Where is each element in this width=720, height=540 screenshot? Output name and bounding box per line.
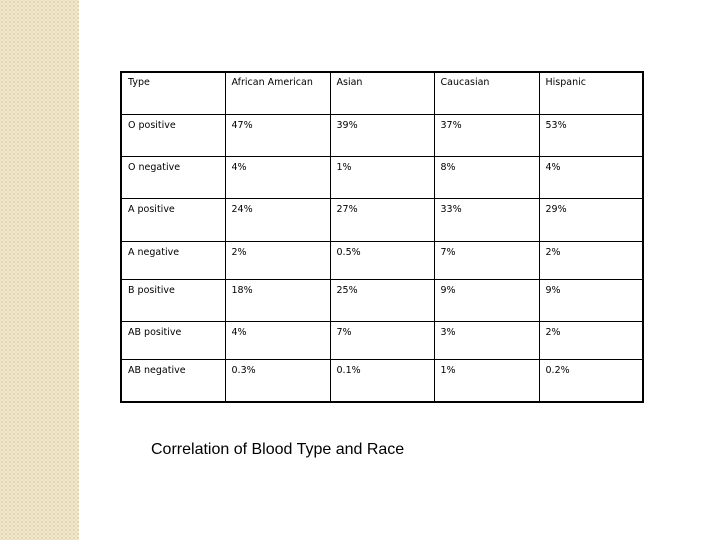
table-cell: 4% [225, 321, 330, 359]
table-cell: 53% [539, 115, 643, 157]
header-cell: Asian [330, 72, 434, 115]
table-cell: 47% [225, 115, 330, 157]
header-cell: Type [121, 72, 225, 115]
header-cell: Caucasian [434, 72, 539, 115]
table-cell: 2% [539, 241, 643, 279]
table-row [121, 279, 643, 321]
table-cell: 27% [330, 199, 434, 241]
header-cell: African American [225, 72, 330, 115]
table-cell: 1% [330, 157, 434, 199]
row-label: B positive [121, 279, 225, 321]
table-caption: Correlation of Blood Type and Race [151, 441, 405, 458]
table-cell: 7% [330, 321, 434, 359]
table-cell: 0.5% [330, 241, 434, 279]
decorative-side-strip [0, 0, 79, 540]
table-cell: 29% [539, 199, 643, 241]
row-label: O negative [121, 157, 225, 199]
table-cell: 3% [434, 321, 539, 359]
table-cell: 0.1% [330, 359, 434, 402]
table-row [121, 241, 643, 279]
table-cell: 4% [225, 157, 330, 199]
table-row [121, 321, 643, 359]
row-label: A positive [121, 199, 225, 241]
table-cell: 37% [434, 115, 539, 157]
row-label: AB positive [121, 321, 225, 359]
table-row [121, 115, 643, 157]
table-cell: 4% [539, 157, 643, 199]
header-cell: Hispanic [539, 72, 643, 115]
table-cell: 8% [434, 157, 539, 199]
table-cell: 39% [330, 115, 434, 157]
row-label: O positive [121, 115, 225, 157]
table-cell: 9% [539, 279, 643, 321]
table-row [121, 157, 643, 199]
table-row [121, 359, 643, 402]
row-label: AB negative [121, 359, 225, 402]
table-cell: 33% [434, 199, 539, 241]
table-cell: 25% [330, 279, 434, 321]
table-cell: 2% [225, 241, 330, 279]
table-cell: 18% [225, 279, 330, 321]
table-cell: 0.3% [225, 359, 330, 402]
table-cell: 1% [434, 359, 539, 402]
table-cell: 24% [225, 199, 330, 241]
table-cell: 0.2% [539, 359, 643, 402]
table-cell: 9% [434, 279, 539, 321]
table-row [121, 199, 643, 241]
table-header-row [121, 72, 643, 115]
table-cell: 2% [539, 321, 643, 359]
row-label: A negative [121, 241, 225, 279]
blood-type-table [120, 71, 644, 403]
table-cell: 7% [434, 241, 539, 279]
